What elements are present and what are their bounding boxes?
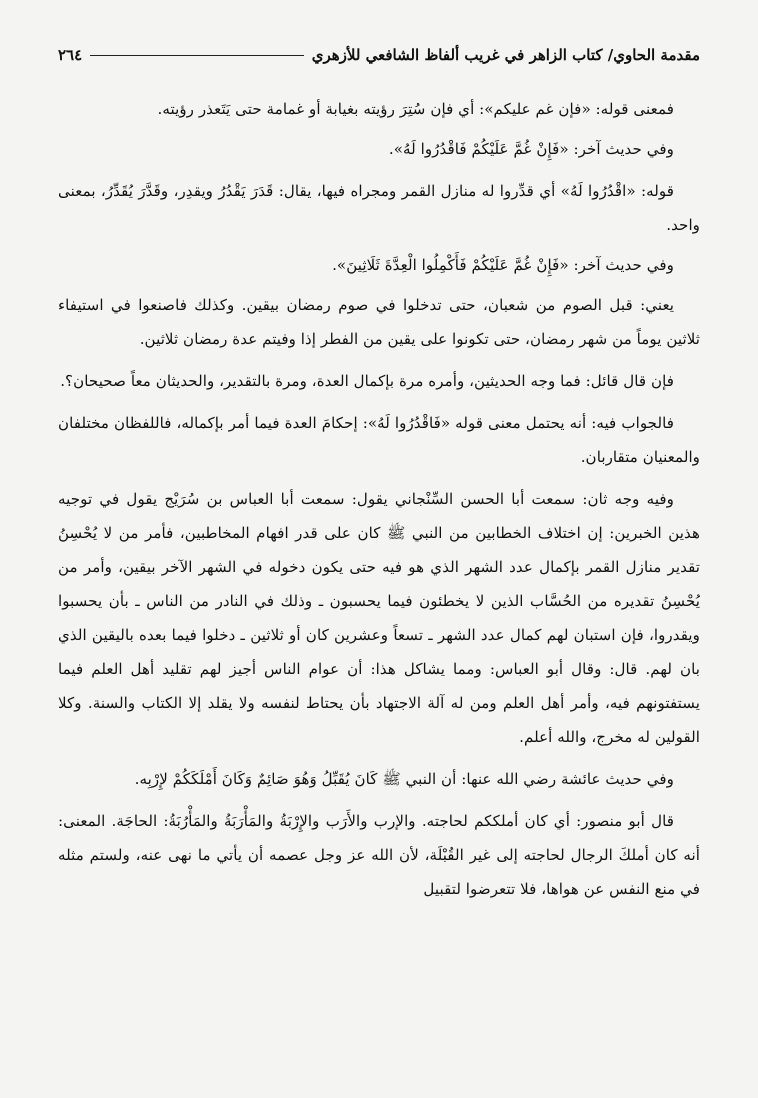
paragraph: وفيه وجه ثان: سمعت أبا الحسن السِّنْجاني يقول: سمعت أبا العباس بن سُرَيْج يقول في توجيه هذين الخبرين: إن اختلاف الخطابين من النبي ﷺ كان على قدر افهام المخاطبين، فأمر من لا يُحْسِنُ تقدير منازل القمر بإكمال عدد الشهر الذي هو فيه حتى يكون دخوله في الشهر الآخر بيقين، وأمر من يُحْسِنُ تقديره من الحُسَّاب الذين لا يخطئون فيما يحسبون ـ وذلك في النادر من الناس ـ بأن يحسبوا ويقدروا، فإن استبان لهم كمال عدد الشهر ـ تسعاً وعشرين كان أو ثلاثين ـ دخلوا فيما بعده باليقين الذي بان لهم. قال: وقال أبو العباس: ومما يشاكل هذا: أن عوام الناس أجيز لهم تقليد أهل العلم فيما يستفتونهم فيه، وأمر أهل العلم ومن له آلة الاجتهاد بأن يحتاط لنفسه ولا يقلد إلا الكتاب والسنة. وكلا القولين له مخرج، والله أعلم. bbox=[58, 490, 700, 746]
paragraph: يعني: قبل الصوم من شعبان، حتى تدخلوا في صوم رمضان بيقين. وكذلك فاصنعوا في استيفاء ثلاثين يوماً من شهر رمضان، حتى تكونوا على يقين من الفطر إذا وفيتم عدة رمضان ثلاثين. bbox=[58, 296, 700, 348]
paragraph: قوله: «اقْدُرُوا لَهُ» أي قدِّروا له منازل القمر ومجراه فيها، يقال: قَدَرَ يَقْدُرُ ويقدِر، وقَدَّرَ يُقَدِّرُ، بمعنى واحد. bbox=[58, 182, 700, 234]
paragraph: قال أبو منصور: أي كان أملككم لحاجته. والإرب والأَرَب والإِرْبَةُ والمَأْرَبَةُ والمَأْرُبَةُ: الحاجَة. المعنى: أنه كان أملكَ الرجال لحاجته إلى غير القُبْلَة، لأن الله عز وجل عصمه أن يأتي ما نهى عنه، ولستم مثله في منع النفس عن هواها، فلا تتعرضوا لتقبيل bbox=[58, 812, 700, 898]
page-number: ٢٦٤ bbox=[58, 46, 83, 64]
paragraph: فإن قال قائل: فما وجه الحديثين، وأمره مرة بإكمال العدة، ومرة بالتقدير، والحديثان معاً صحيحان؟. bbox=[60, 372, 674, 390]
paragraph: وفي حديث عائشة رضي الله عنها: أن النبي ﷺ كَانَ يُقَبِّلُ وَهُوَ صَائِمٌ وَكَانَ أَمْلَكَكُمْ لإِرْبِه. bbox=[134, 770, 674, 788]
paragraph: فمعنى قوله: «فإن غم عليكم»: أي فإن سُتِرَ رؤيته بغيابة أو غمامة حتى يَتَعذر رؤيته. bbox=[157, 100, 674, 118]
page-header bbox=[58, 40, 700, 70]
paragraph: وفي حديث آخر: «فَإِنْ غُمَّ عَلَيْكُمْ فَاقْدُرُوا لَهُ». bbox=[388, 140, 674, 158]
paragraph: وفي حديث آخر: «فَإِنْ غُمَّ عَلَيْكُمْ فَأَكْمِلُوا الْعِدَّةَ ثَلَاثِينَ». bbox=[332, 256, 674, 274]
header-rule bbox=[90, 55, 304, 56]
page-body bbox=[58, 92, 700, 906]
paragraph: فالجواب فيه: أنه يحتمل معنى قوله «فَاقْدُرُوا لَهُ»: إحكامَ العدة فيما أمر بإكماله، فاللفظان مختلفان والمعنيان متقاربان. bbox=[58, 414, 700, 466]
running-title: مقدمة الحاوي/ كتاب الزاهر في غريب ألفاظ الشافعي للأزهري bbox=[311, 46, 700, 64]
